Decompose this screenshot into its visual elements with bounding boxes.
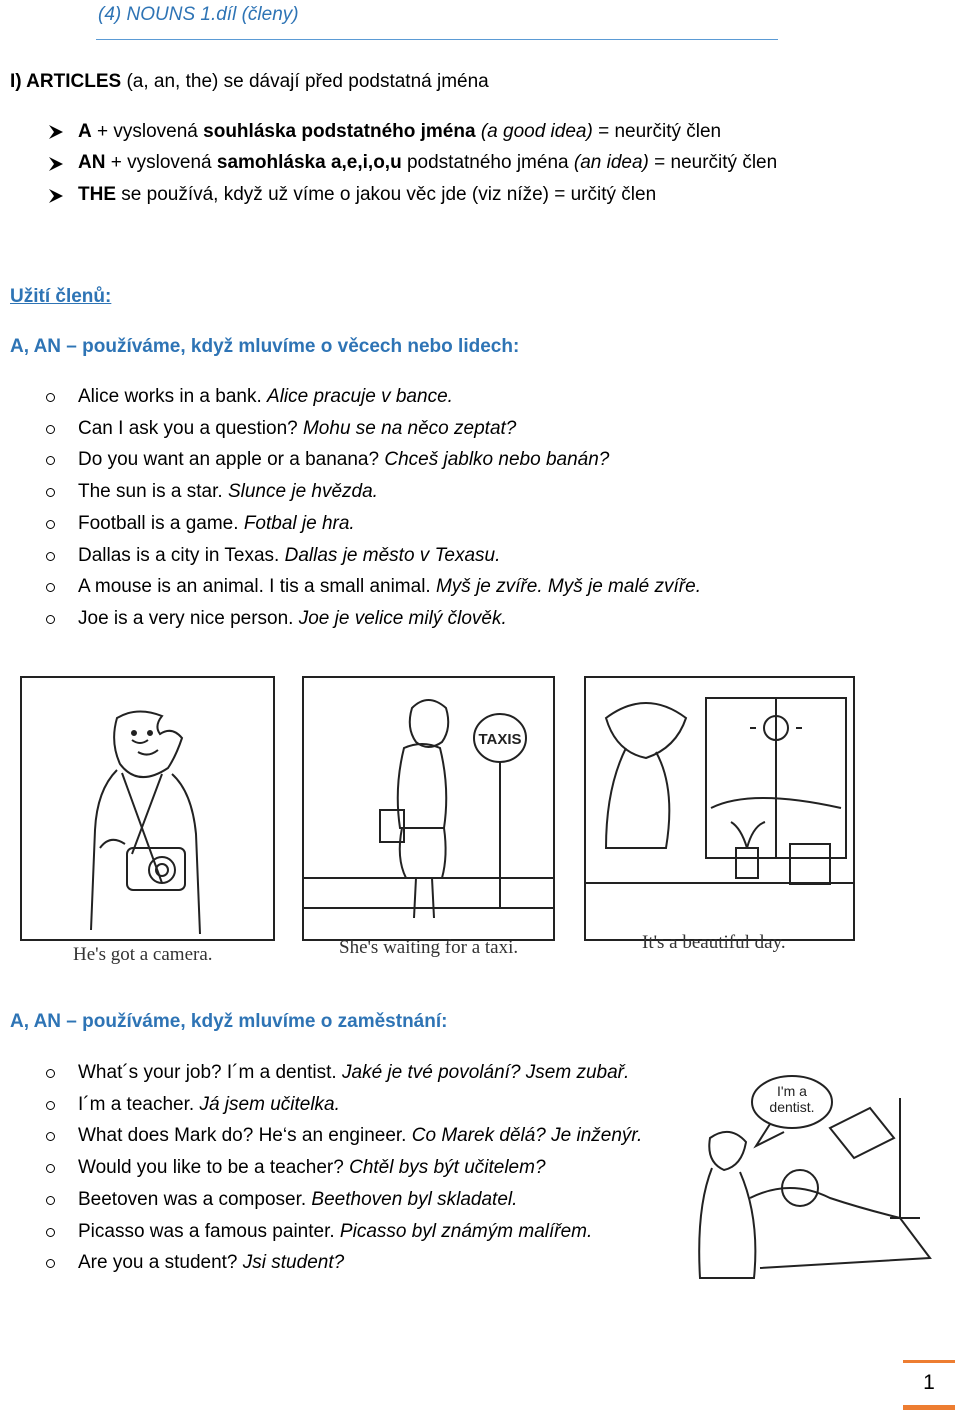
- rule-a-bold: souhláska podstatného jména: [203, 121, 476, 142]
- rule-an-example: (an idea): [573, 152, 649, 173]
- example-cz: Fotbal je hra.: [243, 513, 355, 534]
- example-cz: Alice pracuje v bance.: [267, 386, 453, 407]
- example-en: Picasso was a famous painter.: [78, 1221, 340, 1242]
- example-cz: Myš je zvíře. Myš je malé zvíře.: [435, 576, 701, 597]
- caption-taxi: She's waiting for a taxi.: [339, 937, 519, 958]
- usage-heading: Užití členů:: [10, 286, 112, 307]
- rule-a: [78, 121, 721, 143]
- dentist-bubble-line1: I'm a: [777, 1083, 807, 1099]
- example-en: I´m a teacher.: [78, 1094, 200, 1115]
- example-en: Joe is a very nice person.: [78, 608, 299, 629]
- example-cz: Jsi student?: [242, 1252, 345, 1273]
- circle-bullet-icon: [46, 1069, 55, 1078]
- example-en: Are you a student?: [78, 1252, 243, 1273]
- example-en: Beetoven was a composer.: [78, 1189, 312, 1210]
- circle-bullet-icon: [46, 1132, 55, 1141]
- example-cz: Picasso byl známým malířem.: [339, 1221, 593, 1242]
- example-en: What does Mark do? He‘s an engineer.: [78, 1125, 412, 1146]
- woman-waiting-taxi-icon: [304, 678, 553, 939]
- example-cz: Já jsem učitelka.: [199, 1094, 340, 1115]
- example-cz: Slunce je hvězda.: [227, 481, 378, 502]
- taxi-sign-text: TAXIS: [478, 731, 522, 748]
- title-underline: [96, 39, 778, 40]
- list-item: [78, 545, 500, 567]
- rule-an-text2: podstatného jména: [401, 152, 574, 173]
- example-cz: Co Marek dělá? Je inženýr.: [411, 1125, 643, 1146]
- circle-bullet-icon: [46, 1259, 55, 1268]
- example-en: Football is a game.: [78, 513, 244, 534]
- page-title: (4) NOUNS 1.díl (členy): [98, 4, 299, 25]
- example-cz: Jaké je tvé povolání? Jsem zubař.: [342, 1062, 630, 1083]
- example-en: A mouse is an animal. I tis a small animal.: [78, 576, 436, 597]
- example-cz: Dallas je město v Texasu.: [284, 545, 501, 566]
- circle-bullet-icon: [46, 456, 55, 465]
- list-item: [78, 576, 701, 598]
- section-heading-rest: (a, an, the) se dávají před podstatná jména: [121, 71, 489, 92]
- page-number-bottom-border: [903, 1405, 955, 1410]
- rule-an-term: AN: [78, 152, 106, 173]
- example-en: What´s your job? I´m a dentist.: [78, 1062, 342, 1083]
- example-cz: Joe je velice milý člověk.: [298, 608, 507, 629]
- list-item: [78, 1062, 629, 1084]
- arrow-bullet-icon: [47, 187, 65, 205]
- example-en: Do you want an apple or a banana?: [78, 449, 385, 470]
- illustration-taxi: [302, 676, 555, 941]
- list-item: [78, 481, 378, 503]
- rule-a-example: (a good idea): [475, 121, 593, 142]
- circle-bullet-icon: [46, 425, 55, 434]
- circle-bullet-icon: [46, 393, 55, 402]
- rule-an-result: = neurčitý člen: [648, 152, 778, 173]
- example-cz: Beethoven byl skladatel.: [311, 1189, 518, 1210]
- circle-bullet-icon: [46, 520, 55, 529]
- circle-bullet-icon: [46, 615, 55, 624]
- illustration-dentist: [690, 1068, 942, 1283]
- example-en: Would you like to be a teacher?: [78, 1157, 350, 1178]
- rule-the-text: se používá, když už víme o jakou věc jde (viz níže) = určitý člen: [116, 184, 657, 205]
- list-item: [78, 513, 355, 535]
- list-item: [78, 386, 453, 408]
- rule-an-text: + vyslovená: [105, 152, 217, 173]
- list-item: [78, 608, 507, 630]
- circle-bullet-icon: [46, 552, 55, 561]
- list-item: [78, 1189, 517, 1211]
- rule-an-bold: samohláska a,e,i,o,u: [216, 152, 402, 173]
- section-heading-bold: I) ARTICLES: [10, 71, 122, 92]
- list-item: [78, 1157, 546, 1179]
- list-item: [78, 449, 609, 471]
- caption-camera: He's got a camera.: [73, 944, 213, 965]
- list-item: [78, 1221, 592, 1243]
- example-en: Dallas is a city in Texas.: [78, 545, 285, 566]
- rule-a-result: = neurčitý člen: [592, 121, 722, 142]
- example-cz: Mohu se na něco zeptat?: [302, 418, 517, 439]
- circle-bullet-icon: [46, 1196, 55, 1205]
- rule-a-term: A: [78, 121, 92, 142]
- woman-at-window-icon: [586, 678, 853, 939]
- list-item: [78, 1094, 340, 1116]
- circle-bullet-icon: [46, 488, 55, 497]
- rule-a-text: + vyslovená: [91, 121, 204, 142]
- circle-bullet-icon: [46, 583, 55, 592]
- example-en: Can I ask you a question?: [78, 418, 303, 439]
- dentist-bubble-line2: dentist.: [769, 1099, 815, 1115]
- circle-bullet-icon: [46, 1101, 55, 1110]
- illustration-camera: [20, 676, 275, 941]
- circle-bullet-icon: [46, 1228, 55, 1237]
- illustration-window: [584, 676, 855, 941]
- example-en: The sun is a star.: [78, 481, 228, 502]
- example-cz: Chtěl bys být učitelem?: [349, 1157, 546, 1178]
- caption-weather: It's a beautiful day.: [642, 932, 786, 953]
- man-with-camera-icon: [22, 678, 273, 939]
- dentist-icon: [690, 1068, 942, 1283]
- list-item: [78, 418, 516, 440]
- usage-sub-jobs: A, AN – používáme, když mluvíme o zaměstnání:: [10, 1011, 448, 1032]
- rule-the: [78, 184, 656, 206]
- rule-an: [78, 152, 777, 174]
- example-en: Alice works in a bank.: [78, 386, 268, 407]
- usage-sub-things: A, AN – používáme, když mluvíme o věcech nebo lidech:: [10, 336, 520, 357]
- circle-bullet-icon: [46, 1164, 55, 1173]
- page-number-top-border: [903, 1360, 955, 1363]
- list-item: [78, 1252, 344, 1274]
- arrow-bullet-icon: [47, 155, 65, 173]
- arrow-bullet-icon: [47, 123, 65, 141]
- section-heading: [10, 71, 489, 93]
- example-cz: Chceš jablko nebo banán?: [384, 449, 610, 470]
- list-item: [78, 1125, 642, 1147]
- page-number: 1: [923, 1371, 935, 1394]
- rule-the-term: THE: [78, 184, 116, 205]
